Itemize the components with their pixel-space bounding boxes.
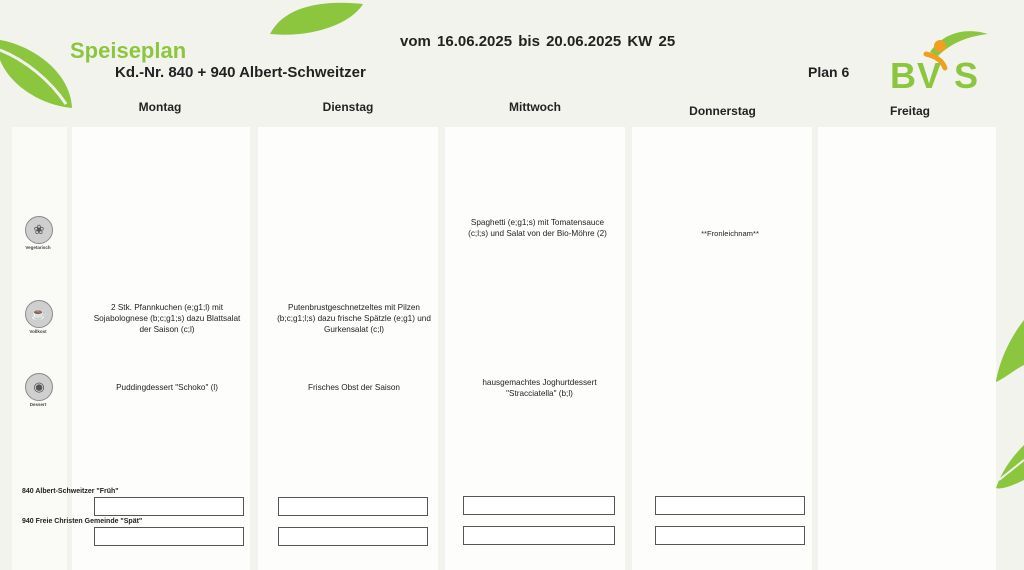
- menu-dessert-dienstag: Frisches Obst der Saison: [308, 383, 400, 392]
- quantity-field-frueh-donnerstag[interactable]: [655, 496, 805, 515]
- menu-vollkost-dienstag: Putenbrustgeschnetzeltes mit Pilzen (b;c;g1;l;s) dazu frische Spätzle (e;g1) und Gurkensalat (c;l): [277, 303, 431, 334]
- category-label-vegetarisch: Vegetarisch: [25, 245, 51, 250]
- leaf-decoration-top-left: [0, 30, 80, 110]
- category-label-dessert: Dessert: [29, 402, 47, 407]
- page-title: Speiseplan: [70, 38, 187, 63]
- day-header-montag: Montag: [138, 100, 182, 114]
- category-column: [12, 127, 67, 570]
- leaf-decoration-right: [994, 320, 1024, 490]
- menu-vollkost-montag: 2 Stk. Pfannkuchen (e;g1;l) mit Sojabolognese (b;c;g1;s) dazu Blattsalat der Saison (c;l): [93, 303, 241, 334]
- quantity-field-spaet-mittwoch[interactable]: [463, 526, 615, 545]
- order-group-label-spaet: 940 Freie Christen Gemeinde "Spät": [22, 518, 143, 525]
- day-header-mittwoch: Mittwoch: [509, 100, 561, 114]
- quantity-field-frueh-montag[interactable]: [94, 497, 244, 516]
- customer-number: Kd.-Nr. 840 + 940 Albert-Schweitzer: [115, 64, 366, 81]
- quantity-field-spaet-donnerstag[interactable]: [655, 526, 805, 545]
- category-label-vollkost: Vollkost: [29, 329, 47, 334]
- menu-dessert-mittwoch: hausgemachtes Joghurtdessert "Stracciatella" (b;l): [482, 378, 597, 398]
- menu-dessert-montag: Puddingdessert "Schoko" (l): [116, 383, 218, 392]
- svg-text:V: V: [917, 55, 942, 92]
- svg-text:B: B: [890, 55, 918, 92]
- svg-text:S: S: [954, 55, 979, 92]
- order-group-label-frueh: 840 Albert-Schweitzer "Früh": [22, 488, 119, 495]
- leaf-decoration-top: [265, 0, 365, 36]
- quantity-field-frueh-dienstag[interactable]: [278, 497, 428, 516]
- day-header-dienstag: Dienstag: [322, 100, 374, 114]
- quantity-field-spaet-montag[interactable]: [94, 527, 244, 546]
- vegetarian-icon: ❀: [25, 216, 53, 244]
- plan-number: Plan 6: [808, 64, 850, 80]
- quantity-field-spaet-dienstag[interactable]: [278, 527, 428, 546]
- quantity-field-frueh-mittwoch[interactable]: [463, 496, 615, 515]
- date-range: vom 16.06.2025 bis 20.06.2025 KW 25: [400, 33, 676, 50]
- menu-vegetarisch-mittwoch: Spaghetti (e;g1;s) mit Tomatensauce (c;l;s) und Salat von der Bio-Möhre (2): [468, 218, 607, 238]
- full-meal-icon: ☕: [25, 300, 53, 328]
- company-logo: [890, 28, 990, 92]
- day-header-donnerstag: Donnerstag: [689, 104, 756, 118]
- menu-vegetarisch-donnerstag: **Fronleichnam**: [701, 229, 759, 238]
- column-freitag: [818, 127, 996, 570]
- day-header-freitag: Freitag: [889, 104, 930, 118]
- dessert-icon: ◉: [25, 373, 53, 401]
